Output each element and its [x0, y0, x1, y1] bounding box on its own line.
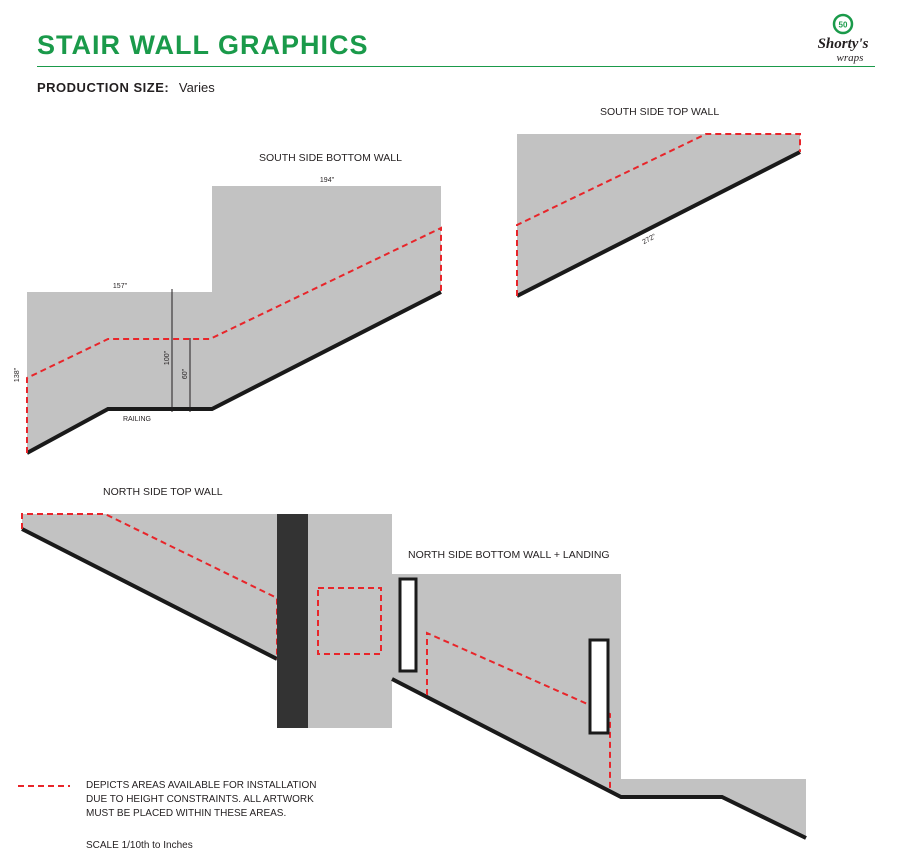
dim-138: 138" — [14, 367, 21, 383]
legend-line-2: DUE TO HEIGHT CONSTRAINTS. ALL ARTWORK — [86, 794, 314, 805]
svg-text:50: 50 — [838, 20, 848, 30]
south-bottom-wall — [14, 177, 441, 453]
dim-60: 60" — [182, 368, 189, 380]
page-title: STAIR WALL GRAPHICS — [37, 30, 369, 60]
svg-text:Shorty's: Shorty's — [817, 36, 869, 52]
legend-line-3: MUST BE PLACED WITHIN THESE AREAS. — [86, 808, 287, 819]
north-bottom-window-right — [590, 640, 608, 733]
south-top-wall — [517, 134, 800, 296]
north-bottom-window-left — [400, 579, 416, 671]
column — [277, 514, 308, 728]
center-panel — [308, 514, 392, 728]
legend-dash-icon — [18, 784, 70, 788]
legend-line-1: DEPICTS AREAS AVAILABLE FOR INSTALLATION — [86, 780, 317, 791]
legend — [86, 779, 346, 821]
north-bottom-wall — [392, 574, 806, 838]
south-bottom-wall-shape — [27, 186, 441, 453]
south-bottom-wall-label: SOUTH SIDE BOTTOM WALL — [259, 152, 402, 164]
production-size-value: Varies — [178, 80, 215, 95]
dim-272: 272" — [641, 233, 658, 246]
svg-text:wraps: wraps — [836, 52, 864, 64]
dim-100: 100" — [164, 350, 171, 366]
dim-157: 157" — [112, 283, 128, 290]
production-size-label: PRODUCTION SIZE: — [37, 80, 170, 95]
north-top-wall-label: NORTH SIDE TOP WALL — [103, 486, 223, 498]
north-top-wall — [22, 514, 277, 659]
north-top-wall-shape — [22, 514, 277, 659]
south-top-wall-shape — [517, 134, 800, 296]
north-bottom-wall-label: NORTH SIDE BOTTOM WALL + LANDING — [408, 549, 610, 561]
south-top-wall-label: SOUTH SIDE TOP WALL — [600, 106, 720, 118]
railing-label: RAILING — [122, 416, 152, 423]
scale-note: SCALE 1/10th to Inches — [86, 840, 193, 851]
dim-194: 194" — [319, 177, 335, 184]
